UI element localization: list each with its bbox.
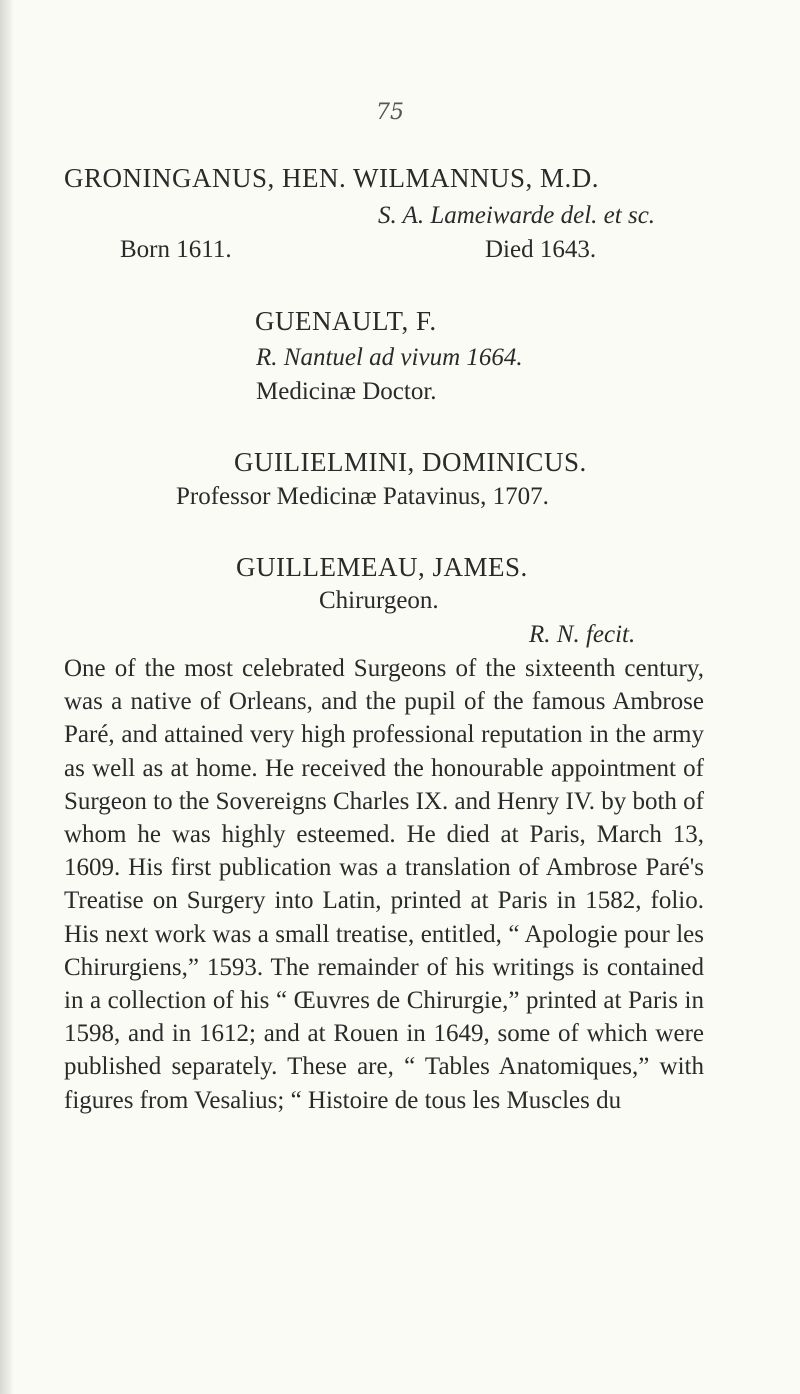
page-number: 75	[376, 100, 404, 125]
entry-title-guenault: Medicinæ Doctor.	[256, 378, 437, 405]
entry-name-guillemeau: GUILLEMEAU, JAMES.	[236, 552, 528, 582]
entry-engraver-guillemeau: R. N. fecit.	[529, 621, 636, 648]
entry-engraver-guenault: R. Nantuel ad vivum 1664.	[256, 344, 523, 371]
entry-name-guilielmini: GUILIELMINI, DOMINICUS.	[234, 447, 587, 477]
entry-born-groninganus: Born 1611.	[120, 236, 232, 263]
page-spine-shadow	[0, 0, 14, 1394]
entry-biography-guillemeau	[64, 652, 704, 1117]
entry-engraver-groninganus: S. A. Lameiwarde del. et sc.	[378, 202, 656, 229]
entry-title-guillemeau: Chirurgeon.	[319, 587, 439, 614]
entry-name-groninganus: GRONINGANUS, HEN. WILMANNUS, M.D.	[64, 163, 599, 193]
entry-died-groninganus: Died 1643.	[485, 236, 597, 263]
biography-paragraph: One of the most celebrated Surgeons of the sixteenth century, was a native of Orleans, and the pupil of the famous Ambrose Paré, and attained very high professional reputation in the army as well as at home. He received the honourable appointment of Surgeon to the Sovereigns Charles IX. and Henry IV. by both of whom he was highly esteemed. He died at Paris, March 13, 1609. His first publication was a translation of Ambrose Paré's Treatise on Surgery into Latin, printed at Paris in 1582, folio. His next work was a small treatise, entitled, “ Apologie pour les Chirurgiens,” 1593. The remainder of his writings is contained in a collection of his “ Œuvres de Chirurgie,” printed at Paris in 1598, and in 1612; and at Rouen in 1649, some of which were published separately. These are, “ Tables Anatomiques,” with figures from Vesalius; “ Histoire de tous les Muscles du	[64, 655, 704, 1114]
entry-title-guilielmini: Professor Medicinæ Patavinus, 1707.	[176, 483, 549, 510]
entry-name-guenault: GUENAULT, F.	[255, 306, 437, 336]
